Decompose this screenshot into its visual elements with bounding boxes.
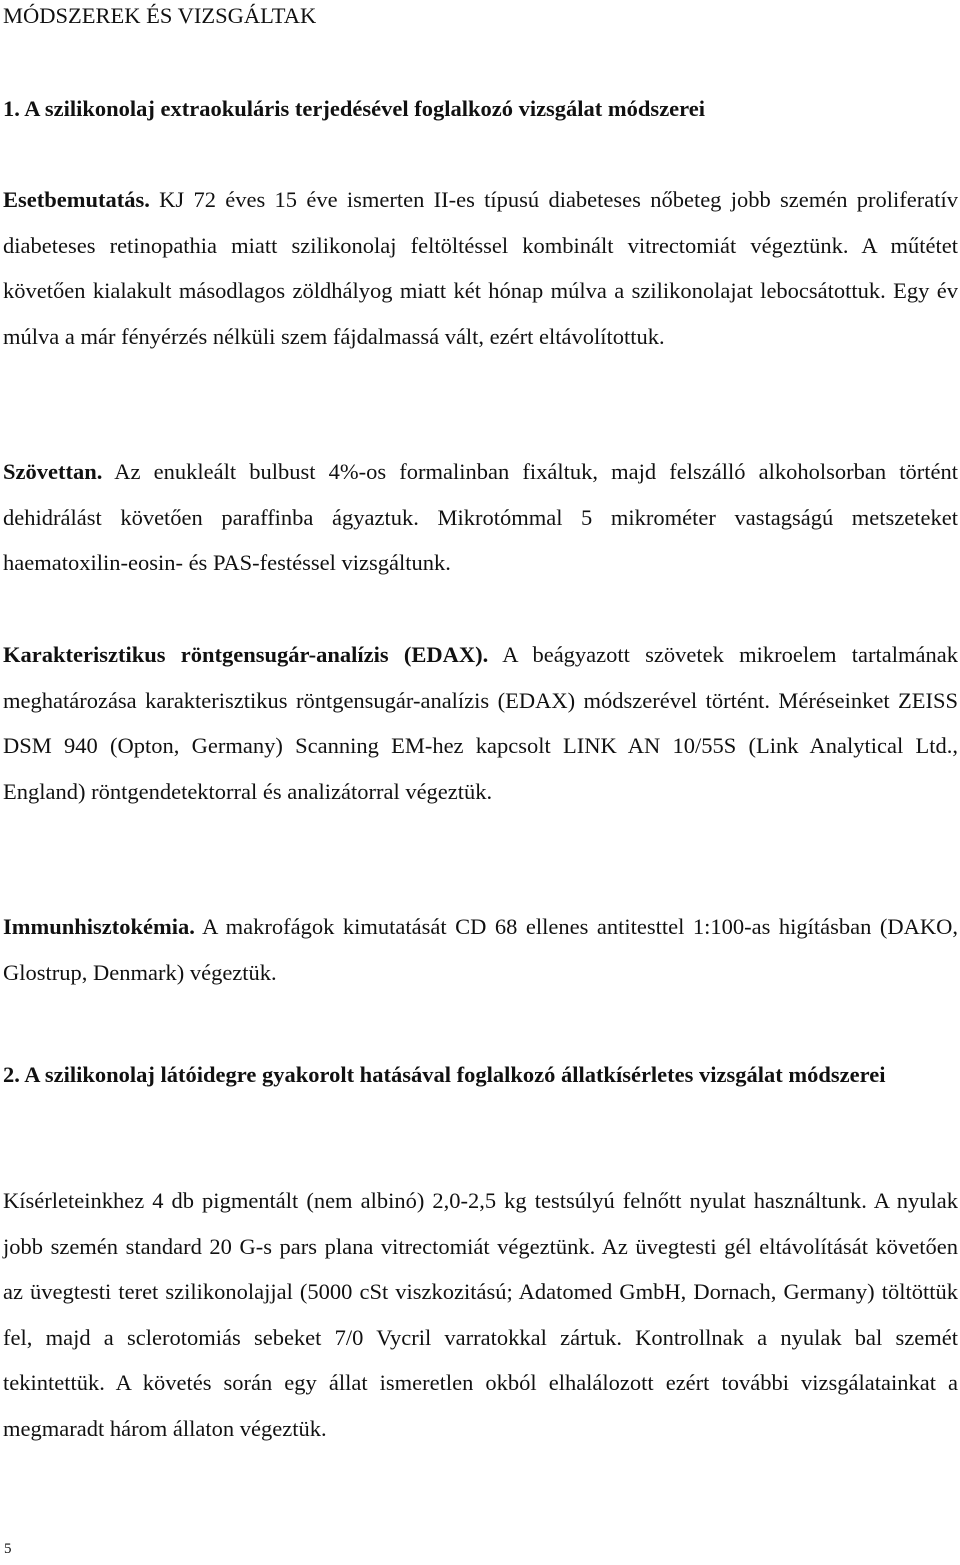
paragraph-lead: Karakterisztikus röntgensugár-analízis (EDAX).	[3, 642, 489, 667]
paragraph-text: KJ 72 éves 15 éve ismerten II-es típusú diabeteses nőbeteg jobb szemén proliferatív diabeteses retinopathia miatt szilikonolaj feltöltéssel kombinált vitrectomiát végeztünk. A műtétet követően kialakult másodlagos zöldhályog miatt két hónap múlva a szilikonolajat lebocsátottuk. Egy év múlva a már fényérzés nélküli szem fájdalmassá vált, ezért eltávolítottuk.	[3, 187, 958, 349]
paragraph-edax	[3, 632, 958, 814]
paragraph-text: A makrofágok kimutatását CD 68 ellenes antitesttel 1:100-as higításban (DAKO, Glostrup, Denmark) végeztük.	[3, 914, 958, 985]
page-number: 5	[4, 1541, 12, 1557]
paragraph-immunohistochemistry	[3, 904, 958, 995]
subsection-1-title: 1. A szilikonolaj extraokuláris terjedésével foglalkozó vizsgálat módszerei	[3, 96, 705, 121]
subsection-2-title: 2. A szilikonolaj látóidegre gyakorolt hatásával foglalkozó állatkísérletes vizsgálat módszerei	[3, 1062, 886, 1087]
paragraph-text: Az enukleált bulbust 4%-os formalinban fixáltuk, majd felszálló alkoholsorban történt dehidrálást követően paraffinba ágyaztuk. Mikrotómmal 5 mikrométer vastagságú metszeteket haematoxilin-eosin- és PAS-festéssel vizsgáltunk.	[3, 459, 958, 575]
section-title: MÓDSZEREK ÉS VIZSGÁLTAK	[3, 3, 317, 28]
paragraph-histology	[3, 449, 958, 586]
paragraph-lead: Esetbemutatás.	[3, 187, 150, 212]
paragraph-text: A beágyazott szövetek mikroelem tartalmának meghatározása karakterisztikus röntgensugár-analízis (EDAX) módszerével történt. Méréseinket ZEISS DSM 940 (Opton, Germany) Scanning EM-hez kapcsolt LINK AN 10/55S (Link Analytical Ltd., England) röntgendetektorral és analizátorral végeztük.	[3, 642, 958, 804]
paragraph-case-report	[3, 177, 958, 359]
paragraph-lead: Immunhisztokémia.	[3, 914, 195, 939]
paragraph-lead: Szövettan.	[3, 459, 103, 484]
paragraph-animal-experiment: Kísérleteinkhez 4 db pigmentált (nem albinó) 2,0-2,5 kg testsúlyú felnőtt nyulat használtunk. A nyulak jobb szemén standard 20 G-s pars plana vitrectomiát végeztünk. Az üvegtesti gél eltávolítását követően az üvegtesti teret szilikonolajjal (5000 cSt viszkozitású; Adatomed GmbH, Dornach, Germany) töltöttük fel, majd a sclerotomiás sebeket 7/0 Vycril varratokkal zártuk. Kontrollnak a nyulak bal szemét tekintettük. A követés során egy állat ismeretlen okból elhalálozott ezért további vizsgálatainkat a megmaradt három állaton végeztük.	[3, 1188, 958, 1441]
